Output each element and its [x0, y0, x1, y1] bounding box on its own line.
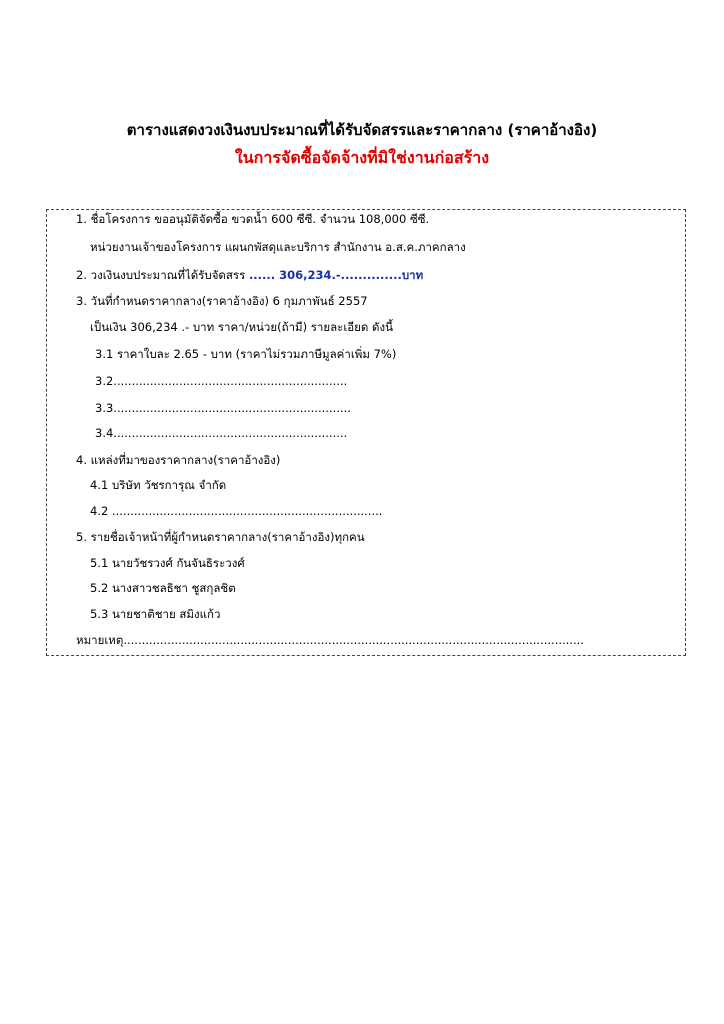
item-3-4: 3.4................................................................ [95, 426, 348, 440]
page-subtitle: ในการจัดซื้อจัดจ้างที่มิใช่งานก่อสร้าง [234, 148, 490, 167]
remarks-line: หมายเหตุ.............................................................................................................................. [76, 633, 584, 647]
item-3-2: 3.2................................................................ [95, 374, 348, 388]
budget-line [76, 267, 423, 283]
page-title: ตารางแสดงวงเงินงบประมาณที่ได้รับจัดสรรและราคากลาง (ราคาอ้างอิง) [126, 121, 598, 139]
project-name-line: 1. ชื่อโครงการ ขออนุมัติจัดซื้อ ขวดน้ำ 600 ซีซี. จำนวน 108,000 ซีซี. [76, 212, 430, 226]
officer-5-2: 5.2 นางสาวชลธิชา ชูสกุลชิต [90, 581, 236, 595]
officer-5-1: 5.1 นายวัชรวงศ์ กันจันธิระวงศ์ [90, 556, 245, 570]
source-heading: 4. แหล่งที่มาของราคากลาง(ราคาอ้างอิง) [76, 453, 281, 467]
budget-value: ...... 306,234.-..............บาท [248, 268, 424, 282]
budget-label: 2. วงเงินงบประมาณที่ได้รับจัดสรร [76, 268, 246, 282]
item-3-3: 3.3................................................................. [95, 401, 351, 415]
officer-5-3: 5.3 นายชาติชาย สมิงแก้ว [90, 607, 221, 621]
item-3-1: 3.1 ราคาใบละ 2.65 - บาท (ราคาไม่รวมภาษีมูลค่าเพิ่ม 7%) [95, 347, 397, 361]
price-date-line: 3. วันที่กำหนดราคากลาง(ราคาอ้างอิง) 6 กุมภาพันธ์ 2557 [76, 294, 368, 308]
amount-line: เป็นเงิน 306,234 .- บาท ราคา/หน่วย(ถ้ามี) รายละเอียด ดังนี้ [90, 320, 393, 334]
officers-heading: 5. รายชื่อเจ้าหน้าที่ผู้กำหนดราคากลาง(ราคาอ้างอิง)ทุกคน [76, 530, 365, 544]
owner-unit-line: หน่วยงานเจ้าของโครงการ แผนกพัสดุและบริการ สำนักงาน อ.ส.ค.ภาคกลาง [90, 240, 466, 254]
source-4-1: 4.1 บริษัท วัชรการุณ จำกัด [90, 478, 227, 492]
source-4-2: 4.2 .......................................................................... [90, 504, 383, 518]
